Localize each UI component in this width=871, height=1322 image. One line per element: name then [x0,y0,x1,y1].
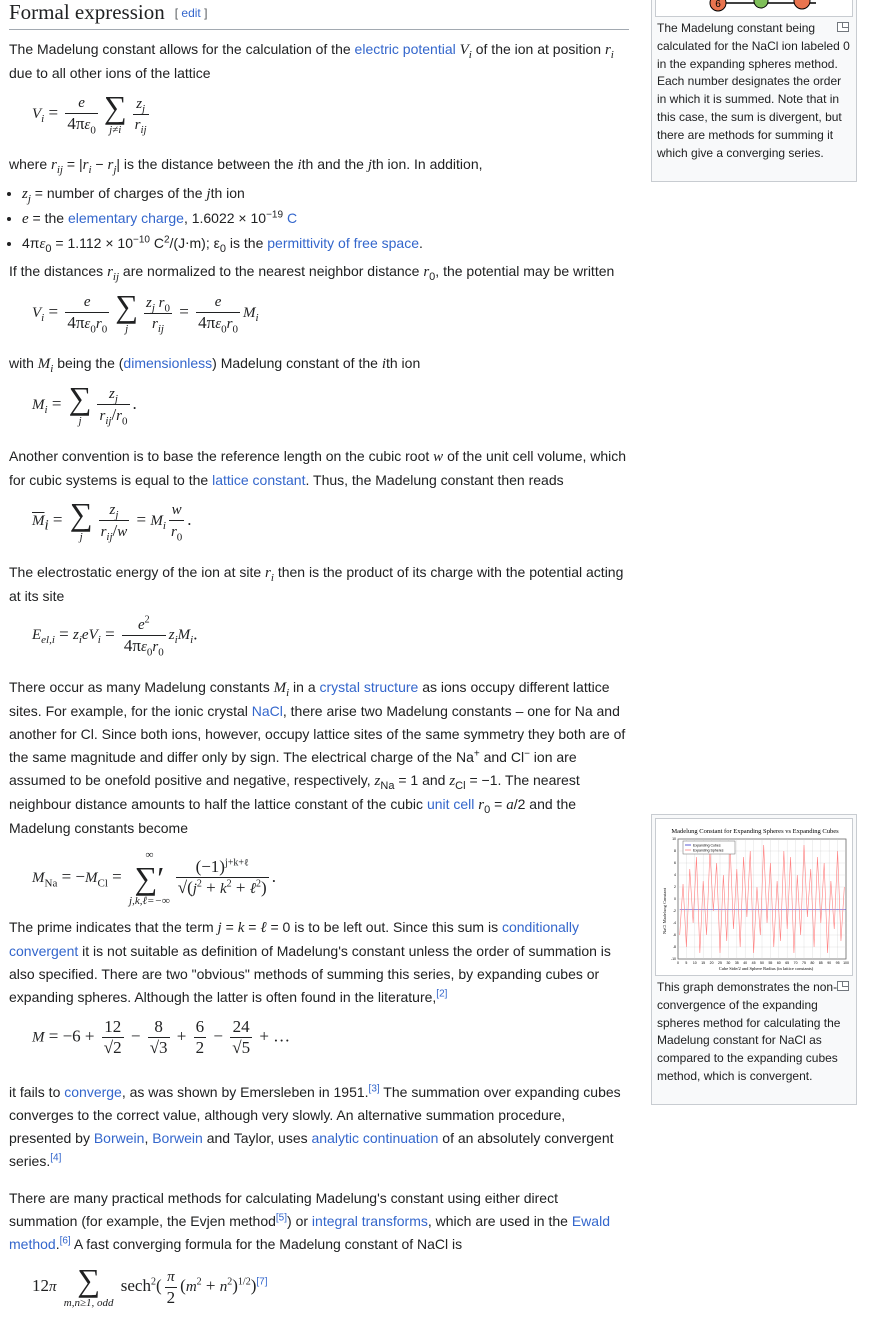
permittivity-link[interactable]: permittivity of free space [267,235,419,251]
thumbnail-nacl-lattice [651,0,857,182]
lattice-ion [754,0,768,8]
x-tick-label: 75 [802,961,806,965]
electric-potential-link[interactable]: electric potential [354,41,456,57]
lattice-constant-link[interactable]: lattice constant [212,472,306,488]
x-tick-label: 55 [768,961,773,965]
conditionally-convergent-link[interactable]: conditionally convergent [9,919,580,959]
paragraph-5: Another convention is to base the reference length on the cubic root w of the unit cell volume, which for cubic systems is equal to the lattice constant. Thus, the Madelung constant then reads [9,448,627,488]
paragraph-7: There occur as many Madelung constants $M_i$ in a crystal structure as ions occupy different lattice sites. For example, for the ionic crystal NaCl, there arise two Madelung constants – one for Na and another for Cl. Since both ions, however, occupy lattice sites of the same symmetry they both are of the same magnitude and differ only by sign. The electrical charge of the Na+ and Cl− ion are assumed to be onefold positive and negative, respectively, $z_{Na} = 1$ and $z_{Cl} = -1$. The nearest neighbour distance amounts to half the lattice constant of the cubic unit cell $r_0 = a/2$ and the Madelung constants become [9,679,626,836]
x-tick-label: 20 [709,961,714,965]
x-tick-label: 100 [843,961,849,965]
chart-xlabel: Cube Side/2 and Sphere Radius (in lattice constants) [718,966,814,971]
x-tick-label: 95 [835,961,840,965]
enlarge-icon[interactable] [837,981,849,991]
section-heading: Formal expression [ edit ] [9,0,629,30]
x-tick-label: 40 [743,961,748,965]
chart-title: Madelung Constant for Expanding Spheres vs Expanding Cubes [671,828,839,835]
equation-fast-formula: 12π ∑ m,n≥1, odd sech$^2$( $\frac{\pi}{2}$ $(m^2 + n^2)^{1/2})[7]$ [32,1262,268,1309]
x-tick-label: 65 [785,961,790,965]
legend-label-spheres: Expanding Spheres [693,848,724,853]
chart-ylabel: NaCl Madelung Constant [662,888,667,934]
y-tick-label: 0 [674,897,676,902]
madelung-chart [656,819,854,973]
equation-madelung: $M_i$ = ∑ j $\frac{z_j}{r_{ij}/r_0}$ . [32,380,137,428]
y-tick-label: -6 [672,933,676,938]
paragraph-1: The Madelung constant allows for the calculation of the electric potential $V_i$ of the ion at position $r_i$ due to all other ions of the lattice [9,41,614,81]
coulomb-link[interactable]: C [286,210,298,226]
integral-transforms-link[interactable]: integral transforms [311,1213,428,1229]
ref-4[interactable]: [4] [50,1152,62,1164]
x-tick-label: 15 [701,961,706,965]
equation-madelung-w: $\overline{M}_i$ = ∑ j $\frac{z_j}{r_{ij}/w}$ = $M_i$ $\frac{w}{r_0}$ . [32,496,192,544]
legend-label-cubes: Expanding Cubes [693,843,721,848]
equation-nacl: $M_{Na} = -M_{Cl}$ = ∞ ∑′ j,k,ℓ=−∞ $\frac{(-1)^{j+k+\ell}}{√(j^2 + k^2 + \ell^2)}$ . [32,849,276,907]
enlarge-icon[interactable] [837,22,849,32]
x-tick-label: 0 [677,961,679,965]
borwein-link-2[interactable]: Borwein [152,1130,203,1146]
y-tick-label: 10 [672,837,676,842]
list-item: • $z_j$ = number of charges of the jth ion [22,181,629,206]
thumbnail-madelung-chart [651,814,857,1105]
paragraph-2: where $r_{ij} = |r_i - r_j|$ is the distance between the ith and the jth ion. In addition, [9,156,483,176]
borwein-link-1[interactable]: Borwein [93,1130,145,1146]
chart-legend [683,841,735,854]
definitions-list [9,181,629,256]
y-tick-label: -4 [672,921,676,926]
list-item: • e = the elementary charge, $1.6022 \times 10^{-19}$ C [22,206,629,231]
paragraph-3: If the distances $r_{ij}$ are normalized to the nearest neighbor distance $r_0$, the potential may be written [9,263,615,283]
article-content [9,0,629,1322]
equation-normalized-potential: $V_i$ = $\frac{e}{4\pi\varepsilon_0r_0}$ ∑ j $\frac{z_j r_0}{r_{ij}}$ = $\frac{e}{4\pi\varepsilon_0r_0}$ $M_i$ [32,288,259,336]
nacl-lattice-figure [656,0,853,16]
x-tick-label: 80 [810,961,815,965]
thumbnail-caption: This graph demonstrates the non-convergence of the expanding spheres method for calculating the Madelung constant for NaCl as compared to the expanding cubes method, which is convergent. [655,976,853,1088]
ref-6[interactable]: [6] [59,1235,71,1247]
y-tick-label: 6 [674,861,676,866]
x-tick-label: 45 [751,961,756,965]
elementary-charge-link[interactable]: elementary charge [67,210,184,226]
equation-energy: $E_{el,i} = z_ieV_i$ = $\frac{e^2}{4\pi\varepsilon_0r_0}$ $z_iM_i$. [32,614,198,659]
ref-2[interactable]: [2] [436,988,448,1000]
x-tick-label: 60 [776,961,781,965]
edit-section-link[interactable]: edit [181,6,201,20]
y-tick-label: -2 [672,909,676,914]
x-tick-label: 30 [726,961,731,965]
equation-series: M = −6 + $\frac{12}{√2}$ − $\frac{8}{√3}$ + $\frac{6}{2}$ − $\frac{24}{√5}$ + … [32,1017,291,1057]
x-tick-label: 35 [734,961,739,965]
y-tick-label: -10 [670,957,676,962]
section-title: Formal expression [9,0,165,24]
paragraph-6: The electrostatic energy of the ion at site $r_i$ then is the product of its charge with the potential acting at its site [9,564,624,604]
lattice-ion-6-label: 6 [715,0,721,10]
x-tick-label: 10 [692,961,697,965]
paragraph-4: with $M_i$ being the (dimensionless) Madelung constant of the ith ion [9,355,421,375]
y-tick-label: -8 [672,945,676,950]
ref-7[interactable]: [7] [256,1276,268,1288]
ewald-method-link[interactable]: Ewald method [9,1213,610,1252]
y-tick-label: 4 [674,873,676,878]
x-tick-label: 50 [760,961,764,965]
nacl-link[interactable]: NaCl [251,703,283,719]
analytic-continuation-link[interactable]: analytic continuation [311,1130,439,1146]
converge-link[interactable]: converge [64,1084,122,1100]
ref-5[interactable]: [5] [275,1212,288,1224]
lattice-ion [794,0,810,9]
y-tick-label: 8 [674,849,676,854]
chart-image[interactable] [655,818,853,976]
x-tick-label: 70 [793,961,798,965]
dimensionless-link[interactable]: dimensionless [123,355,213,371]
thumbnail-caption: The Madelung constant being calculated for the NaCl ion labeled 0 in the expanding spheres method. Each number designates the order in which it is summed. Note that in this case, the sum is divergent, but there are methods for summing it which give a converging series. [657,21,850,160]
x-tick-label: 90 [827,961,832,965]
paragraph-10: There are many practical methods for calculating Madelung's constant using either direct summation (for example, the Evjen method[5]) or integral transforms, which are used in the Ewald method.[6] A fast converging formula for the Madelung constant of NaCl is [9,1190,610,1252]
list-item: • $4\pi\varepsilon_0 = 1.112 \times 10^{-10}$ $C^2/(J\cdot m)$; $\varepsilon_0$ is the permittivity of free space. [22,231,629,256]
equation-potential: $V_i$ = $\frac{e}{4\pi\varepsilon_0}$ ∑ j≠i $\frac{z_j}{r_{ij}}$ [32,89,147,137]
y-tick-label: 2 [674,885,676,890]
paragraph-8: The prime indicates that the term j = k = ℓ = 0 is to be left out. Since this sum is conditionally convergent it is not suitable as definition of Madelung's constant unless the order of summation is also specified. There are two "obvious" methods of summing this series, by expanding cubes or expanding spheres. Although the latter is often found in the literature,[2] [9,919,611,1005]
ref-3[interactable]: [3] [368,1083,380,1095]
paragraph-9: it fails to converge, as was shown by Emersleben in 1951.[3] The summation over expanding cubes converges to the correct value, although very slowly. An alternative summation procedure, presented by Borwein, Borwein and Taylor, uses analytic continuation of an absolutely convergent series.[4] [9,1083,621,1169]
crystal-structure-link[interactable]: crystal structure [319,679,419,695]
nacl-lattice-image[interactable] [655,0,853,17]
unit-cell-link[interactable]: unit cell [426,796,475,812]
x-tick-label: 5 [685,961,688,965]
x-tick-label: 85 [818,961,823,965]
x-tick-label: 25 [718,961,722,965]
